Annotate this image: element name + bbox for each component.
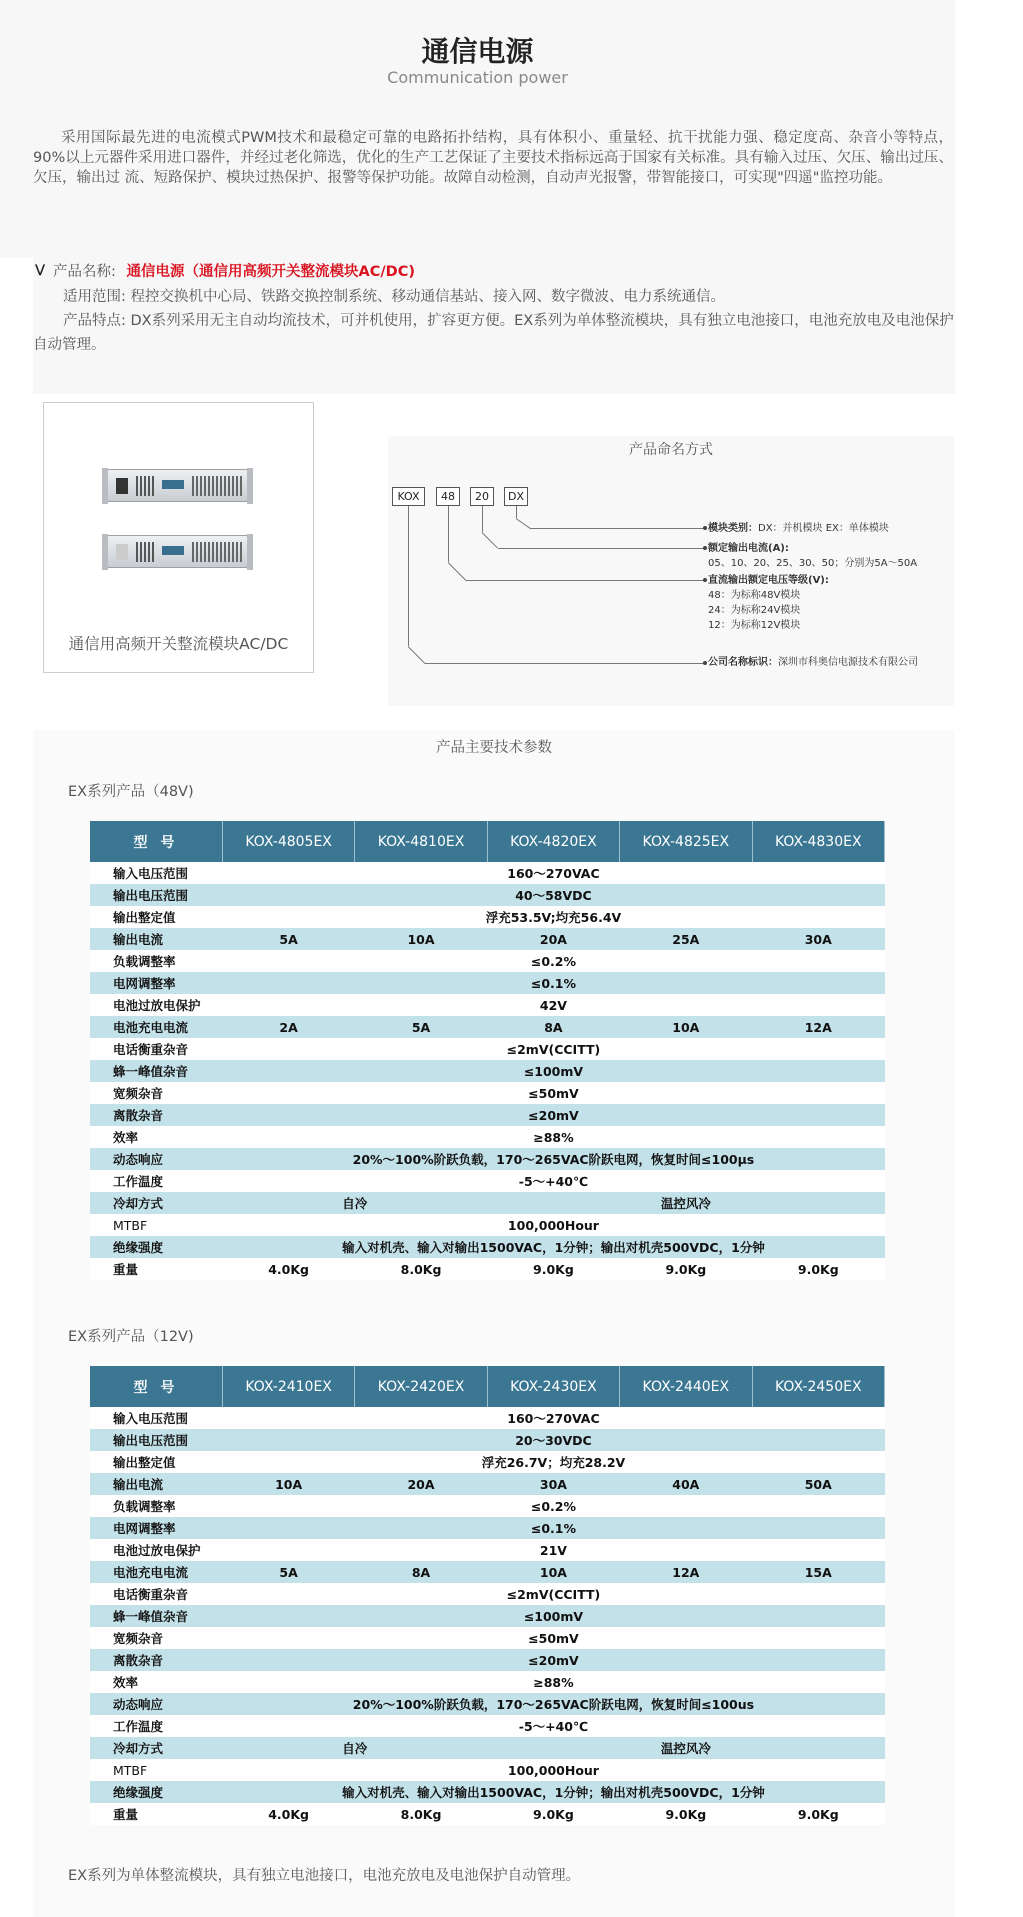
table-cell: ≤2mV(CCITT) bbox=[222, 1583, 884, 1605]
table-row bbox=[90, 906, 885, 928]
row-label: 电池过放电保护 bbox=[90, 994, 222, 1016]
table-row bbox=[90, 972, 885, 994]
table-row bbox=[90, 1192, 885, 1214]
row-label: 冷却方式 bbox=[90, 1192, 222, 1214]
table-row bbox=[90, 1060, 885, 1082]
table-row bbox=[90, 1082, 885, 1104]
table-row bbox=[90, 1038, 885, 1060]
row-label: 绝缘强度 bbox=[90, 1781, 222, 1803]
row-label: 输出整定值 bbox=[90, 1451, 222, 1473]
table-cell: 20～30VDC bbox=[222, 1429, 884, 1451]
table-cell: ≤20mV bbox=[222, 1649, 884, 1671]
row-label: 电话衡重杂音 bbox=[90, 1038, 222, 1060]
product-image-caption: 通信用高频开关整流模块AC/DC bbox=[68, 635, 289, 653]
table-row bbox=[90, 1016, 885, 1038]
header-model-label: 型 号 bbox=[90, 821, 222, 862]
row-label: 重量 bbox=[90, 1803, 222, 1825]
table-row bbox=[90, 1737, 885, 1759]
table-cell: 12A bbox=[620, 1561, 752, 1583]
product-scope-label: 适用范围: bbox=[63, 289, 126, 305]
product-feature-label: 产品特点: bbox=[63, 313, 126, 329]
row-label: 离散杂音 bbox=[90, 1649, 222, 1671]
table-row bbox=[90, 1170, 885, 1192]
table-row bbox=[90, 950, 885, 972]
table-cell: ≤0.1% bbox=[222, 972, 884, 994]
table-header-row bbox=[90, 821, 885, 862]
table-cell: 9.0Kg bbox=[752, 1258, 884, 1280]
table-cell: 100,000Hour bbox=[222, 1759, 884, 1781]
table-cell: 5A bbox=[222, 1561, 354, 1583]
table-cell: 4.0Kg bbox=[222, 1258, 354, 1280]
table-cell: 5A bbox=[355, 1016, 487, 1038]
header-model-cell: KOX-4805EX bbox=[222, 821, 354, 862]
product-feature-line bbox=[33, 309, 955, 357]
row-label: 输出电压范围 bbox=[90, 884, 222, 906]
product-name-label: 产品名称: bbox=[53, 264, 116, 280]
table-row bbox=[90, 1627, 885, 1649]
table-cell: 20A bbox=[487, 928, 619, 950]
table-row bbox=[90, 1148, 885, 1170]
table-row bbox=[90, 1583, 885, 1605]
row-label: 负载调整率 bbox=[90, 950, 222, 972]
table-cell: 9.0Kg bbox=[487, 1803, 619, 1825]
product-image-card[interactable] bbox=[43, 402, 314, 673]
table-header-row bbox=[90, 1366, 885, 1407]
header-model-cell: KOX-4820EX bbox=[487, 821, 619, 862]
row-label: 绝缘强度 bbox=[90, 1236, 222, 1258]
table-cell: 10A bbox=[487, 1561, 619, 1583]
table-cell: -5～+40℃ bbox=[222, 1715, 884, 1737]
table-row bbox=[90, 1759, 885, 1781]
row-label: 电网调整率 bbox=[90, 1517, 222, 1539]
double-chevron-down-icon: ⋁ bbox=[35, 262, 46, 276]
page-title: 通信电源 bbox=[421, 35, 534, 68]
row-label: 负载调整率 bbox=[90, 1495, 222, 1517]
naming-title: 产品命名方式 bbox=[629, 442, 713, 458]
table-row bbox=[90, 884, 885, 906]
naming-desc-company: 公司名称标识：深圳市科奥信电源技术有限公司 bbox=[708, 657, 918, 668]
table-row bbox=[90, 1781, 885, 1803]
row-label: 电池过放电保护 bbox=[90, 1539, 222, 1561]
naming-box-current: 20 bbox=[470, 487, 494, 506]
table-row bbox=[90, 1236, 885, 1258]
naming-desc-voltage: 直流输出额定电压等级(V): 48：为标称48V模块 24：为标称24V模块 12：为标称12V模块 bbox=[708, 575, 829, 631]
table-row bbox=[90, 1539, 885, 1561]
header-model-label: 型 号 bbox=[90, 1366, 222, 1407]
rectifier-unit-top bbox=[107, 469, 248, 502]
table-cell: 30A bbox=[487, 1473, 619, 1495]
table-row bbox=[90, 1407, 885, 1429]
table-row bbox=[90, 1495, 885, 1517]
table-cell: 温控风冷 bbox=[487, 1192, 884, 1214]
table-cell: 8.0Kg bbox=[355, 1803, 487, 1825]
row-label: 宽频杂音 bbox=[90, 1627, 222, 1649]
row-label: 输入电压范围 bbox=[90, 862, 222, 884]
table-cell: ≥88% bbox=[222, 1671, 884, 1693]
header-model-cell: KOX-2450EX bbox=[752, 1366, 884, 1407]
table-row bbox=[90, 1803, 885, 1825]
header-model-cell: KOX-2440EX bbox=[620, 1366, 752, 1407]
row-label: 输出电流 bbox=[90, 928, 222, 950]
table-cell: -5～+40℃ bbox=[222, 1170, 884, 1192]
row-label: 动态响应 bbox=[90, 1148, 222, 1170]
table-cell: ≤100mV bbox=[222, 1605, 884, 1627]
table-cell: ≤50mV bbox=[222, 1082, 884, 1104]
table-row bbox=[90, 1517, 885, 1539]
table-cell: 40A bbox=[620, 1473, 752, 1495]
table-cell: 8.0Kg bbox=[355, 1258, 487, 1280]
intro-paragraph: 采用国际最先进的电流模式PWM技术和最稳定可靠的电路拓扑结构，具有体积小、重量轻、抗干扰能力强、稳定度高、杂音小等特点，90%以上元器件采用进口器件，并经过老化筛选，优化的生产工艺保证了主要技术指标远高于国家有关标准。具有输入过压、欠压、输出过压、欠压，输出过 流、短路保护、模块过热保护、报警等保护功能。故障自动检测，自动声光报警，带智能接口，可实现"四遥"监控功能。 bbox=[33, 130, 953, 186]
table-cell: 160～270VAC bbox=[222, 862, 884, 884]
table-cell: ≥88% bbox=[222, 1126, 884, 1148]
table-cell: 100,000Hour bbox=[222, 1214, 884, 1236]
row-label: 电池充电电流 bbox=[90, 1016, 222, 1038]
row-label: 效率 bbox=[90, 1671, 222, 1693]
table-cell: 30A bbox=[752, 928, 884, 950]
row-label: 宽频杂音 bbox=[90, 1082, 222, 1104]
specs-title: 产品主要技术参数 bbox=[436, 740, 552, 756]
table-cell: 10A bbox=[222, 1473, 354, 1495]
table-cell: ≤20mV bbox=[222, 1104, 884, 1126]
naming-box-type: DX bbox=[504, 487, 528, 506]
row-label: MTBF bbox=[90, 1214, 222, 1236]
row-label: 输出整定值 bbox=[90, 906, 222, 928]
table-cell: 8A bbox=[487, 1016, 619, 1038]
row-label: 动态响应 bbox=[90, 1693, 222, 1715]
header-model-cell: KOX-2430EX bbox=[487, 1366, 619, 1407]
table-row bbox=[90, 1126, 885, 1148]
table-row bbox=[90, 1429, 885, 1451]
table-row bbox=[90, 1104, 885, 1126]
table-cell: ≤0.2% bbox=[222, 1495, 884, 1517]
table-row bbox=[90, 1473, 885, 1495]
product-name-value: 通信电源（通信用高频开关整流模块AC/DC) bbox=[126, 264, 415, 280]
table-cell: ≤0.1% bbox=[222, 1517, 884, 1539]
naming-desc-current: 额定输出电流(A): 05、10、20、25、30、50；分别为5A～50A bbox=[708, 543, 918, 569]
table-cell: 9.0Kg bbox=[620, 1258, 752, 1280]
table-row bbox=[90, 928, 885, 950]
spec-table-12v bbox=[90, 1366, 885, 1825]
table-cell: 9.0Kg bbox=[620, 1803, 752, 1825]
table-cell: 输入对机壳、输入对输出1500VAC，1分钟；输出对机壳500VDC，1分钟 bbox=[222, 1236, 884, 1258]
naming-box-company: KOX bbox=[392, 487, 425, 506]
row-label: MTBF bbox=[90, 1759, 222, 1781]
table-cell: 浮充53.5V;均充56.4V bbox=[222, 906, 884, 928]
header-model-cell: KOX-4810EX bbox=[355, 821, 487, 862]
table-cell: 40～58VDC bbox=[222, 884, 884, 906]
table-cell: 42V bbox=[222, 994, 884, 1016]
table-cell: ≤100mV bbox=[222, 1060, 884, 1082]
table-cell: ≤0.2% bbox=[222, 950, 884, 972]
table-row bbox=[90, 1671, 885, 1693]
table-cell: 20A bbox=[355, 1473, 487, 1495]
table-cell: 浮充26.7V；均充28.2V bbox=[222, 1451, 884, 1473]
table-cell: 160～270VAC bbox=[222, 1407, 884, 1429]
table-cell: 9.0Kg bbox=[487, 1258, 619, 1280]
product-scope-value: 程控交换机中心局、铁路交换控制系统、移动通信基站、接入网、数字微波、电力系统通信。 bbox=[130, 289, 725, 305]
table-row bbox=[90, 1451, 885, 1473]
row-label: 蜂一峰值杂音 bbox=[90, 1060, 222, 1082]
table-cell: 20%～100%阶跃负载，170～265VAC阶跃电网，恢复时间≤100μs bbox=[222, 1148, 884, 1170]
row-label: 输出电流 bbox=[90, 1473, 222, 1495]
table-cell: ≤50mV bbox=[222, 1627, 884, 1649]
table-cell: 9.0Kg bbox=[752, 1803, 884, 1825]
table-cell: 10A bbox=[620, 1016, 752, 1038]
table-cell: 2A bbox=[222, 1016, 354, 1038]
product-feature-value: DX系列采用无主自动均流技术，可并机使用，扩容更方便。EX系列为单体整流模块，具有独立电池接口，电池充放电及电池保护自动管理。 bbox=[33, 313, 954, 353]
row-label: 蜂一峰值杂音 bbox=[90, 1605, 222, 1627]
table-cell: 10A bbox=[355, 928, 487, 950]
header-model-cell: KOX-2420EX bbox=[355, 1366, 487, 1407]
table-cell: 20%～100%阶跃负载，170～265VAC阶跃电网，恢复时间≤100us bbox=[222, 1693, 884, 1715]
row-label: 效率 bbox=[90, 1126, 222, 1148]
table-cell: 4.0Kg bbox=[222, 1803, 354, 1825]
table-cell: 自冷 bbox=[222, 1737, 487, 1759]
product-scope-line bbox=[33, 285, 955, 306]
table-row bbox=[90, 1649, 885, 1671]
row-label: 电网调整率 bbox=[90, 972, 222, 994]
table-row bbox=[90, 1715, 885, 1737]
table-cell: 8A bbox=[355, 1561, 487, 1583]
table-cell: 50A bbox=[752, 1473, 884, 1495]
table-row bbox=[90, 1258, 885, 1280]
table-cell: ≤2mV(CCITT) bbox=[222, 1038, 884, 1060]
header-model-cell: KOX-4825EX bbox=[620, 821, 752, 862]
row-label: 工作温度 bbox=[90, 1715, 222, 1737]
row-label: 工作温度 bbox=[90, 1170, 222, 1192]
table-cell: 25A bbox=[620, 928, 752, 950]
header-model-cell: KOX-2410EX bbox=[222, 1366, 354, 1407]
page-subtitle: Communication power bbox=[387, 68, 568, 87]
row-label: 输出电压范围 bbox=[90, 1429, 222, 1451]
table-cell: 21V bbox=[222, 1539, 884, 1561]
table-cell: 12A bbox=[752, 1016, 884, 1038]
table-cell: 5A bbox=[222, 928, 354, 950]
table-row bbox=[90, 1605, 885, 1627]
row-label: 离散杂音 bbox=[90, 1104, 222, 1126]
table-row bbox=[90, 994, 885, 1016]
table-cell: 温控风冷 bbox=[487, 1737, 884, 1759]
row-label: 电池充电电流 bbox=[90, 1561, 222, 1583]
spec-table-48v bbox=[90, 821, 885, 1280]
row-label: 冷却方式 bbox=[90, 1737, 222, 1759]
table-row bbox=[90, 1561, 885, 1583]
product-name-line bbox=[33, 260, 955, 281]
naming-desc-type: 模块类别：DX：并机模块 EX：单体模块 bbox=[708, 523, 889, 534]
table-row bbox=[90, 1693, 885, 1715]
row-label: 电话衡重杂音 bbox=[90, 1583, 222, 1605]
row-label: 重量 bbox=[90, 1258, 222, 1280]
series-label-48v: EX系列产品（48V) bbox=[68, 784, 194, 800]
header-model-cell: KOX-4830EX bbox=[752, 821, 884, 862]
naming-diagram bbox=[388, 436, 954, 706]
table-row bbox=[90, 862, 885, 884]
series-label-12v: EX系列产品（12V) bbox=[68, 1329, 194, 1345]
footnote: EX系列为单体整流模块，具有独立电池接口，电池充放电及电池保护自动管理。 bbox=[68, 1868, 581, 1884]
table-cell: 输入对机壳、输入对输出1500VAC，1分钟；输出对机壳500VDC，1分钟 bbox=[222, 1781, 884, 1803]
rectifier-unit-bottom bbox=[107, 535, 248, 568]
table-row bbox=[90, 1214, 885, 1236]
row-label: 输入电压范围 bbox=[90, 1407, 222, 1429]
naming-box-voltage: 48 bbox=[436, 487, 460, 506]
table-cell: 自冷 bbox=[222, 1192, 487, 1214]
table-cell: 15A bbox=[752, 1561, 884, 1583]
